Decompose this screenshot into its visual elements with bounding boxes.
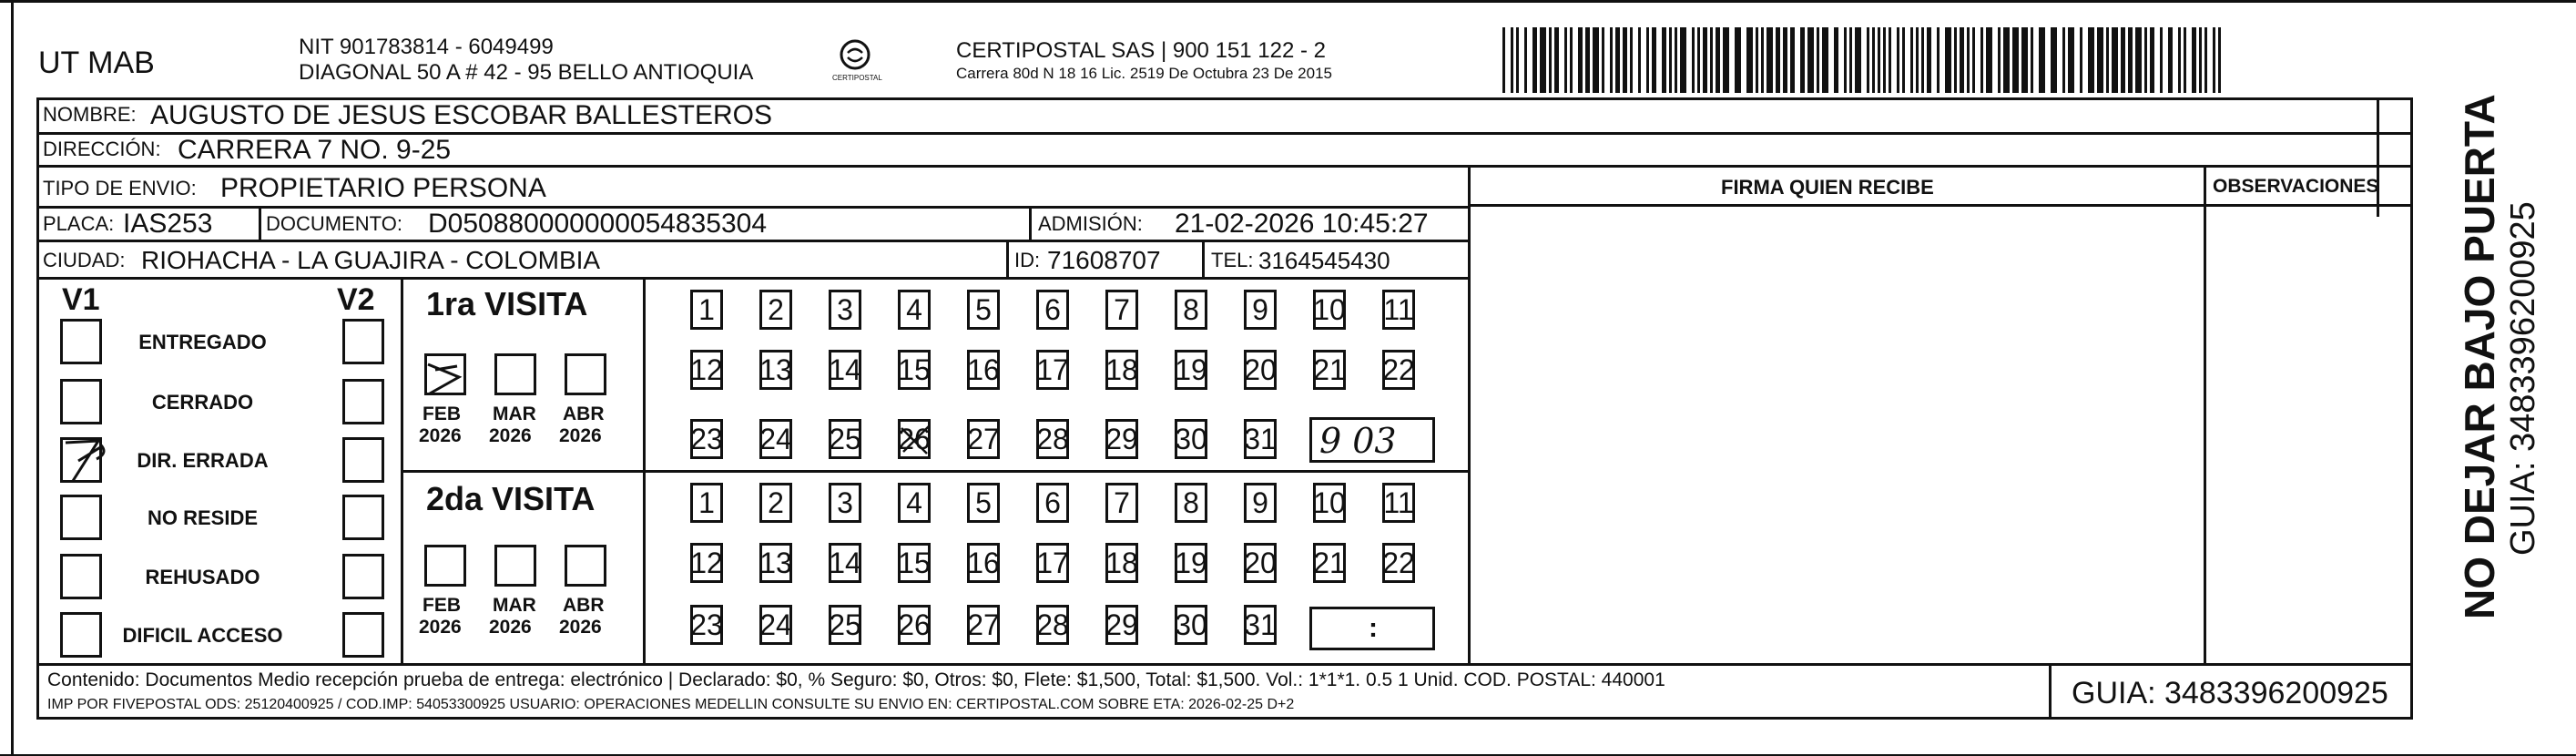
v2-checkbox[interactable]: [342, 612, 384, 658]
top-edge: [0, 0, 2576, 3]
day-box[interactable]: 22: [1382, 543, 1415, 583]
year-label: 2026: [419, 617, 462, 638]
status-option-label: DIFICIL ACCESO: [122, 624, 283, 647]
tel-value: 3164545430: [1258, 247, 1390, 274]
month-label: MAR: [493, 404, 536, 424]
month-label: MAR: [493, 595, 536, 616]
sender-address: DIAGONAL 50 A # 42 - 95 BELLO ANTIOQUIA: [299, 60, 754, 85]
day-box[interactable]: 17: [1036, 350, 1069, 390]
month-checkbox-mar[interactable]: [494, 353, 536, 395]
day-box[interactable]: 2: [759, 483, 792, 523]
v2-checkbox[interactable]: [342, 437, 384, 483]
day-box[interactable]: 31: [1244, 605, 1277, 645]
day-box[interactable]: 6: [1036, 290, 1069, 330]
documento-value: D050880000000054835304: [428, 209, 768, 239]
barcode: [1502, 27, 2231, 93]
documento-label: DOCUMENTO:: [266, 212, 402, 235]
year-label: 2026: [559, 425, 602, 446]
carrier-name: CERTIPOSTAL SAS | 900 151 122 - 2: [956, 38, 1326, 63]
day-box[interactable]: 14: [829, 543, 861, 583]
day-box[interactable]: 9: [1244, 290, 1277, 330]
month-checkbox-feb[interactable]: [424, 545, 466, 587]
day-box[interactable]: 7: [1105, 290, 1138, 330]
tipo-envio-label: TIPO DE ENVIO:: [43, 177, 197, 199]
handwritten-check-mark: [900, 423, 936, 459]
day-box[interactable]: 28: [1036, 605, 1069, 645]
day-box[interactable]: 8: [1175, 290, 1207, 330]
v2-checkbox[interactable]: [342, 379, 384, 424]
company-name: UT MAB: [38, 46, 155, 80]
col-line: [1006, 240, 1009, 278]
day-box[interactable]: 27: [967, 605, 1000, 645]
nombre-value: AUGUSTO DE JESUS ESCOBAR BALLESTEROS: [150, 100, 772, 130]
footer-guia: GUIA: 3483396200925: [2072, 676, 2388, 710]
direccion-value: CARRERA 7 NO. 9-25: [178, 135, 452, 165]
first-visit-title: 1ra VISITA: [426, 285, 588, 322]
day-box[interactable]: 5: [967, 483, 1000, 523]
handwritten-time: 9 03: [1319, 421, 1397, 461]
day-box[interactable]: 13: [759, 350, 792, 390]
v1-label: V1: [62, 282, 100, 317]
month-label: FEB: [423, 595, 461, 616]
day-box[interactable]: 24: [759, 605, 792, 645]
row-line: [36, 165, 2413, 168]
ciudad-label: CIUDAD:: [43, 249, 126, 271]
col-line: [2049, 663, 2052, 720]
year-label: 2026: [489, 425, 532, 446]
day-box[interactable]: 1: [690, 290, 723, 330]
admision-label: ADMISIÓN:: [1038, 212, 1143, 235]
day-box[interactable]: 13: [759, 543, 792, 583]
day-box[interactable]: 12: [690, 350, 723, 390]
month-label: FEB: [423, 404, 461, 424]
day-box[interactable]: 19: [1175, 543, 1207, 583]
day-box[interactable]: 7: [1105, 483, 1138, 523]
month-checkbox-abr[interactable]: [565, 353, 606, 395]
day-box[interactable]: 2: [759, 290, 792, 330]
col-line: [1029, 206, 1032, 240]
day-box[interactable]: 24: [759, 419, 792, 459]
side-guia: GUIA: 3483396200925: [2504, 201, 2542, 556]
day-box[interactable]: 8: [1175, 483, 1207, 523]
direccion-label: DIRECCIÓN:: [43, 138, 161, 160]
placa-label: PLACA:: [43, 212, 115, 235]
row-line: [36, 277, 1468, 280]
day-box[interactable]: 6: [1036, 483, 1069, 523]
day-box[interactable]: 18: [1105, 350, 1138, 390]
v2-label: V2: [337, 282, 375, 317]
status-option-label: REHUSADO: [145, 566, 260, 588]
day-box[interactable]: 23: [690, 419, 723, 459]
day-box[interactable]: 10: [1313, 290, 1346, 330]
day-box[interactable]: 20: [1244, 350, 1277, 390]
handwritten-check-mark: [424, 361, 470, 406]
month-checkbox-abr[interactable]: [565, 545, 606, 587]
day-box[interactable]: 25: [829, 605, 861, 645]
time-box-second-visit[interactable]: :: [1309, 607, 1435, 650]
nit: NIT 901783814 - 6049499: [299, 35, 554, 59]
id-value: 71608707: [1047, 246, 1161, 274]
status-option-label: ENTREGADO: [138, 331, 267, 353]
month-checkbox-mar[interactable]: [494, 545, 536, 587]
contenido-text: Contenido: Documentos Medio recepción prueba de entrega: electrónico | Declarado: $0, % Seguro: $0, Otros: $0, Flete: $1,500, Total: $1,500. Vol.: 1*1*1. 0.5 1 Unid. COD. POSTAL: 440001: [47, 669, 1665, 690]
day-box[interactable]: 15: [898, 350, 931, 390]
time-box-first-visit[interactable]: [1309, 417, 1435, 463]
placa-value: IAS253: [123, 209, 213, 239]
day-box[interactable]: 29: [1105, 419, 1138, 459]
day-box[interactable]: 31: [1244, 419, 1277, 459]
status-option-label: CERRADO: [151, 391, 254, 414]
day-box[interactable]: 21: [1313, 543, 1346, 583]
status-option-label: NO RESIDE: [147, 506, 259, 529]
day-box[interactable]: 27: [967, 419, 1000, 459]
signature-area[interactable]: [1471, 209, 2204, 662]
day-box[interactable]: 12: [690, 543, 723, 583]
year-label: 2026: [559, 617, 602, 638]
day-box[interactable]: 11: [1382, 483, 1415, 523]
id-label: ID:: [1014, 249, 1041, 271]
observaciones-area[interactable]: [2206, 209, 2377, 662]
day-box[interactable]: 19: [1175, 350, 1207, 390]
day-box[interactable]: 30: [1175, 419, 1207, 459]
day-box[interactable]: 4: [898, 483, 931, 523]
row-line: [1468, 204, 2413, 207]
row-line: [36, 663, 2413, 666]
year-label: 2026: [489, 617, 532, 638]
handwritten-check-mark: [60, 435, 115, 490]
day-box[interactable]: 5: [967, 290, 1000, 330]
v2-checkbox[interactable]: [342, 319, 384, 364]
day-box[interactable]: 22: [1382, 350, 1415, 390]
day-box[interactable]: 28: [1036, 419, 1069, 459]
day-box[interactable]: 16: [967, 350, 1000, 390]
day-box[interactable]: 26: [898, 605, 931, 645]
col-line: [2377, 98, 2379, 217]
day-box[interactable]: 17: [1036, 543, 1069, 583]
col-line: [1202, 240, 1205, 278]
day-box[interactable]: 25: [829, 419, 861, 459]
row-line: [401, 470, 1468, 473]
row-line: [36, 240, 1468, 242]
day-box[interactable]: 3: [829, 483, 861, 523]
month-label: ABR: [563, 404, 605, 424]
day-box[interactable]: 29: [1105, 605, 1138, 645]
firma-header: FIRMA QUIEN RECIBE: [1721, 176, 1934, 199]
ciudad-value: RIOHACHA - LA GUAJIRA - COLOMBIA: [141, 246, 601, 274]
v2-checkbox[interactable]: [342, 495, 384, 540]
certipostal-logo: CERTIPOSTAL: [832, 36, 878, 89]
day-box[interactable]: 21: [1313, 350, 1346, 390]
day-box[interactable]: 26: [898, 419, 931, 459]
day-box[interactable]: 15: [898, 543, 931, 583]
tel-label: TEL:: [1211, 249, 1254, 271]
day-box[interactable]: 16: [967, 543, 1000, 583]
day-box[interactable]: 14: [829, 350, 861, 390]
day-box[interactable]: 11: [1382, 290, 1415, 330]
side-warning: NO DEJAR BAJO PUERTA: [2456, 94, 2503, 619]
day-box[interactable]: 3: [829, 290, 861, 330]
v2-checkbox[interactable]: [342, 554, 384, 599]
day-box[interactable]: 4: [898, 290, 931, 330]
col-line: [259, 206, 261, 240]
day-box[interactable]: 10: [1313, 483, 1346, 523]
day-box[interactable]: 20: [1244, 543, 1277, 583]
status-option-label: DIR. ERRADA: [137, 449, 269, 472]
observaciones-header: OBSERVACIONES: [2213, 176, 2379, 197]
nombre-label: NOMBRE:: [43, 103, 137, 126]
second-visit-title: 2da VISITA: [426, 480, 596, 517]
day-box[interactable]: 18: [1105, 543, 1138, 583]
year-label: 2026: [419, 425, 462, 446]
day-box[interactable]: 1: [690, 483, 723, 523]
day-box[interactable]: 30: [1175, 605, 1207, 645]
admision-value: 21-02-2026 10:45:27: [1175, 209, 1429, 239]
month-label: ABR: [563, 595, 605, 616]
tipo-envio-value: PROPIETARIO PERSONA: [220, 173, 546, 203]
day-box[interactable]: 23: [690, 605, 723, 645]
day-box[interactable]: 9: [1244, 483, 1277, 523]
imp-text: IMP POR FIVEPOSTAL ODS: 25120400925 / COD.IMP: 54053300925 USUARIO: OPERACIONES MEDELLIN CONSULTE SU ENVIO EN: CERTIPOSTAL.COM SOBRE ETA: 2026-02-25 D+2: [47, 697, 1295, 712]
carrier-license: Carrera 80d N 18 16 Lic. 2519 De Octubra 23 De 2015: [956, 65, 1332, 82]
